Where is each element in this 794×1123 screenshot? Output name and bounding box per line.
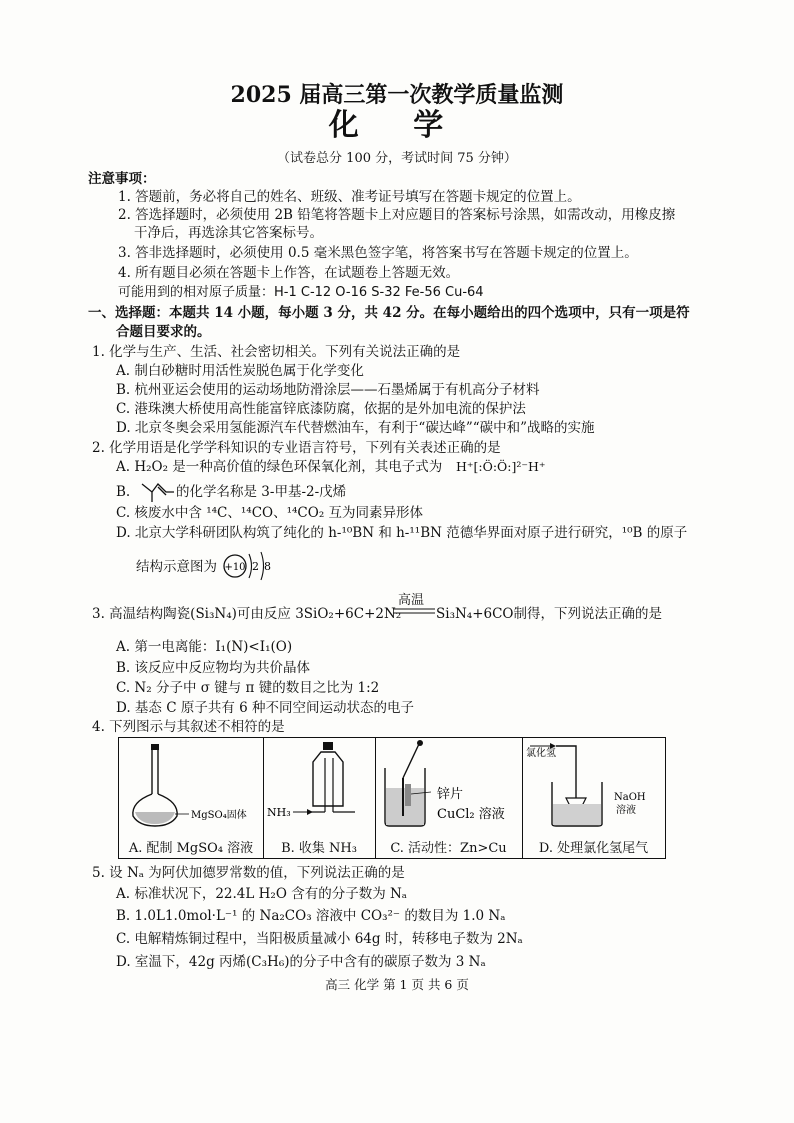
exam-meta: （试卷总分 100 分，考试时间 75 分钟） [277, 151, 517, 166]
atom-structure-diagram [222, 548, 278, 584]
apparatus-cell-a [119, 738, 264, 858]
volumetric-flask-icon [119, 738, 263, 830]
shell-electrons: 8 [264, 560, 271, 573]
nucleus-charge: +10 [224, 562, 246, 573]
h2o2-electron-formula: H⁺[:Ö:Ö:]²⁻H⁺ [456, 459, 546, 474]
note-item: 干净后，再选涂其它答案标号。 [134, 225, 323, 241]
apparatus-caption-a: A. 配制 MgSO₄ 溶液 [128, 841, 254, 856]
hcl-label: 氯化氢 [526, 748, 556, 759]
subject-title: 化 学 [328, 108, 466, 143]
flask-label: MgSO₄固体 [191, 810, 247, 821]
beaker-zinc-icon [375, 738, 522, 830]
q2-option-d: D. 北京大学科研团队构筑了纯化的 h-¹⁰BN 和 h-¹¹BN 范德华界面对原子进行研究，¹⁰B 的原子 [116, 525, 688, 541]
q2-option-a: A. H₂O₂ 是一种高价值的绿色环保氧化剂，其电子式为 [116, 459, 443, 475]
q2-option-c: C. 核废水中含 ¹⁴C、¹⁴CO、¹⁴CO₂ 互为同素异形体 [116, 505, 424, 521]
atomic-masses: 可能用到的相对原子质量：H-1 C-12 O-16 S-32 Fe-56 Cu-64 [118, 285, 484, 300]
q2-option-d-cont: 结构示意图为 [136, 559, 217, 575]
gas-label: NH₃ [267, 806, 291, 819]
q5-option-a: A. 标准状况下，22.4L H₂O 含有的分子数为 Nₐ [116, 886, 408, 902]
solution-label: 溶液 [616, 805, 636, 816]
solution-label: CuCl₂ 溶液 [437, 807, 505, 822]
shell-electrons: 2 [252, 560, 259, 573]
apparatus-cell-d [522, 738, 665, 858]
note-item: 2. 答选择题时，必须使用 2B 铅笔将答题卡上对应题目的答案标号涂黑，如需改动，用橡皮擦 [118, 207, 676, 223]
q5-option-c: C. 电解精炼铜过程中，当阳极质量减小 64g 时，转移电子数为 2Nₐ [116, 931, 523, 947]
q1-stem: 1. 化学与生产、生活、社会密切相关。下列有关说法正确的是 [92, 344, 461, 360]
q3-stem-b: Si₃N₄+6CO制得，下列说法正确的是 [436, 606, 662, 622]
q1-option-b: B. 杭州亚运会使用的运动场地防滑涂层——石墨烯属于有机高分子材料 [116, 382, 540, 398]
q3-option-c: C. N₂ 分子中 σ 键与 π 键的数目之比为 1:2 [116, 680, 380, 696]
q2-option-b: 的化学名称是 3-甲基-2-戊烯 [176, 484, 347, 500]
q2-option-b-label: B. [116, 484, 131, 500]
section1-line1: 一、选择题：本题共 14 小题，每小题 3 分，共 42 分。在每小题给出的四个选项中，只有一项是符 [88, 305, 690, 321]
note-item: 4. 所有题目必须在答题卡上作答，在试题卷上答题无效。 [118, 265, 460, 281]
notes-heading: 注意事项： [88, 171, 156, 187]
q4-stem: 4. 下列图示与其叙述不相符的是 [92, 719, 285, 735]
apparatus-cell-c [375, 738, 523, 858]
apparatus-caption-b: B. 收集 NH₃ [281, 841, 357, 856]
apparatus-cell-b [263, 738, 376, 858]
q2-stem: 2. 化学用语是化学学科知识的专业语言符号，下列有关表述正确的是 [92, 440, 501, 456]
q1-option-a: A. 制白砂糖时用活性炭脱色属于化学变化 [116, 363, 364, 379]
reaction-condition: 高温 [398, 593, 425, 608]
section1-line2: 合题目要求的。 [116, 324, 211, 340]
q1-option-d: D. 北京冬奥会采用氢能源汽车代替燃油车，有利于“碳达峰”“碳中和”战略的实施 [116, 420, 595, 436]
note-item: 1. 答题前，务必将自己的姓名、班级、准考证号填写在答题卡规定的位置上。 [118, 189, 581, 205]
equals-sign-icon [393, 607, 435, 615]
q3-stem-a: 3. 高温结构陶瓷(Si₃N₄)可由反应 3SiO₂+6C+2N₂ [92, 606, 402, 622]
apparatus-table [118, 737, 666, 859]
apparatus-caption-d: D. 处理氯化氢尾气 [538, 841, 649, 856]
q3-option-d: D. 基态 C 原子共有 6 种不同空间运动状态的电子 [116, 700, 415, 716]
q5-option-b: B. 1.0L1.0mol·L⁻¹ 的 Na₂CO₃ 溶液中 CO₃²⁻ 的数目为 1.0 Nₐ [116, 908, 506, 924]
q1-option-c: C. 港珠澳大桥使用高性能富锌底漆防腐，依据的是外加电流的保护法 [116, 401, 526, 417]
tail-gas-absorption-icon [522, 738, 665, 830]
exam-title: 2025 届高三第一次教学质量监测 [230, 82, 564, 108]
gas-collection-bottle-icon [263, 738, 375, 830]
q5-option-d: D. 室温下，42g 丙烯(C₃H₆)的分子中含有的碳原子数为 3 Nₐ [116, 954, 486, 970]
apparatus-caption-c: C. 活动性：Zn>Cu [390, 841, 507, 856]
skeletal-formula-icon [140, 480, 176, 504]
naoh-label: NaOH [614, 792, 646, 803]
zinc-label: 锌片 [437, 787, 464, 802]
note-item: 3. 答非选择题时，必须使用 0.5 毫米黑色签字笔，将答案书写在答题卡规定的位置上。 [118, 245, 638, 261]
q3-option-a: A. 第一电离能：I₁(N)<I₁(O) [116, 639, 293, 655]
q3-option-b: B. 该反应中反应物均为共价晶体 [116, 660, 311, 676]
q5-stem: 5. 设 Nₐ 为阿伏加德罗常数的值，下列说法正确的是 [92, 865, 405, 881]
page-footer: 高三 化学 第 1 页 共 6 页 [325, 977, 469, 992]
